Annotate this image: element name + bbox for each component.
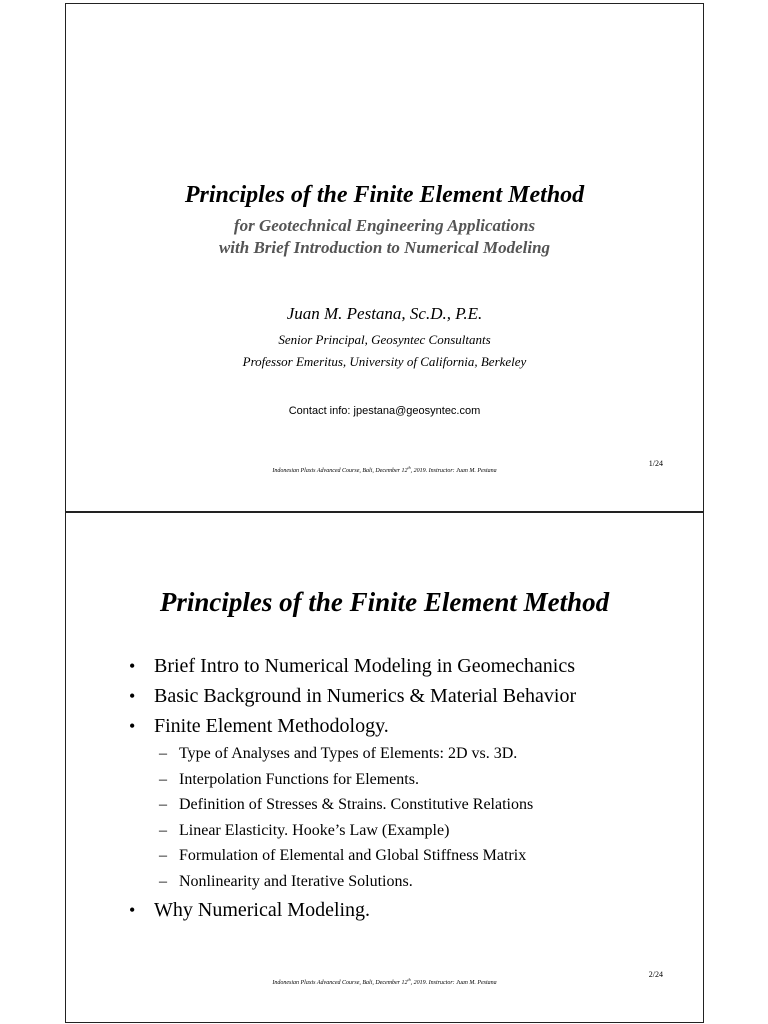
affiliation-2: Professor Emeritus, University of California, Berkeley <box>242 354 527 369</box>
sub-bullet-item <box>129 792 576 818</box>
sub-bullet-text: Nonlinearity and Iterative Solutions. <box>179 872 413 890</box>
footer-superscript: th <box>407 465 411 470</box>
footer-text-a: Indonesian Plaxis Advanced Course, Bali, December 12 <box>272 468 408 474</box>
bullet-text: Brief Intro to Numerical Modeling in Geomechanics <box>154 655 575 677</box>
sub-bullet-list <box>129 741 576 894</box>
page-number: 2/24 <box>648 970 663 979</box>
slide-title: Principles of the Finite Element Method <box>184 182 585 208</box>
bullet-list <box>129 651 576 925</box>
bullet-text: Basic Background in Numerics & Material Behavior <box>154 685 577 707</box>
bullet-item <box>129 895 576 925</box>
footer-text-a: Indonesian Plaxis Advanced Course, Bali, December 12 <box>272 980 408 986</box>
slide-subtitle-2: with Brief Introduction to Numerical Modeling <box>218 238 551 257</box>
author-name: Juan M. Pestana, Sc.D., P.E. <box>286 304 483 323</box>
dash-icon: – <box>159 796 167 813</box>
sub-bullet-text: Interpolation Functions for Elements. <box>179 770 419 788</box>
sub-bullet-text: Linear Elasticity. Hooke’s Law (Example) <box>179 821 450 839</box>
dash-icon: – <box>159 745 167 762</box>
footer-text-b: , 2019. Instructor: Juan M. Pestana <box>410 980 497 986</box>
sub-bullet-text: Formulation of Elemental and Global Stiffness Matrix <box>179 847 527 864</box>
bullet-text: Finite Element Methodology. <box>154 715 389 737</box>
sub-bullet-item <box>129 869 576 895</box>
slide-1 <box>65 3 704 512</box>
affiliation-1: Senior Principal, Geosyntec Consultants <box>278 332 491 347</box>
bullet-icon: • <box>129 686 136 706</box>
bullet-icon: • <box>129 900 136 920</box>
sub-bullet-item <box>129 818 576 844</box>
sub-bullet-group <box>129 741 576 894</box>
dash-icon: – <box>159 847 167 864</box>
slide-2 <box>65 512 704 1023</box>
slide-title: Principles of the Finite Element Method <box>159 587 610 617</box>
slide-subtitle-1: for Geotechnical Engineering Applications <box>233 216 536 235</box>
dash-icon: – <box>159 821 167 839</box>
sub-bullet-text: Type of Analyses and Types of Elements: 2D vs. 3D. <box>179 745 518 762</box>
bullet-item <box>129 681 576 711</box>
slide-footer <box>66 465 703 474</box>
bullet-item <box>129 711 576 741</box>
contact-info: Contact info: jpestana@geosyntec.com <box>288 405 481 417</box>
bullet-text: Why Numerical Modeling. <box>154 899 371 921</box>
footer-text-b: , 2019. Instructor: Juan M. Pestana <box>410 468 497 474</box>
slide-footer <box>66 977 703 986</box>
page-number: 1/24 <box>648 459 663 468</box>
sub-bullet-item <box>129 741 576 767</box>
footer-superscript: th <box>407 977 411 982</box>
sub-bullet-item <box>129 767 576 793</box>
sub-bullet-item <box>129 843 576 869</box>
dash-icon: – <box>159 872 167 890</box>
bullet-item <box>129 651 576 681</box>
bullet-icon: • <box>129 716 136 736</box>
bullet-icon: • <box>129 656 136 676</box>
dash-icon: – <box>159 770 167 788</box>
sub-bullet-text: Definition of Stresses & Strains. Constitutive Relations <box>179 796 534 813</box>
